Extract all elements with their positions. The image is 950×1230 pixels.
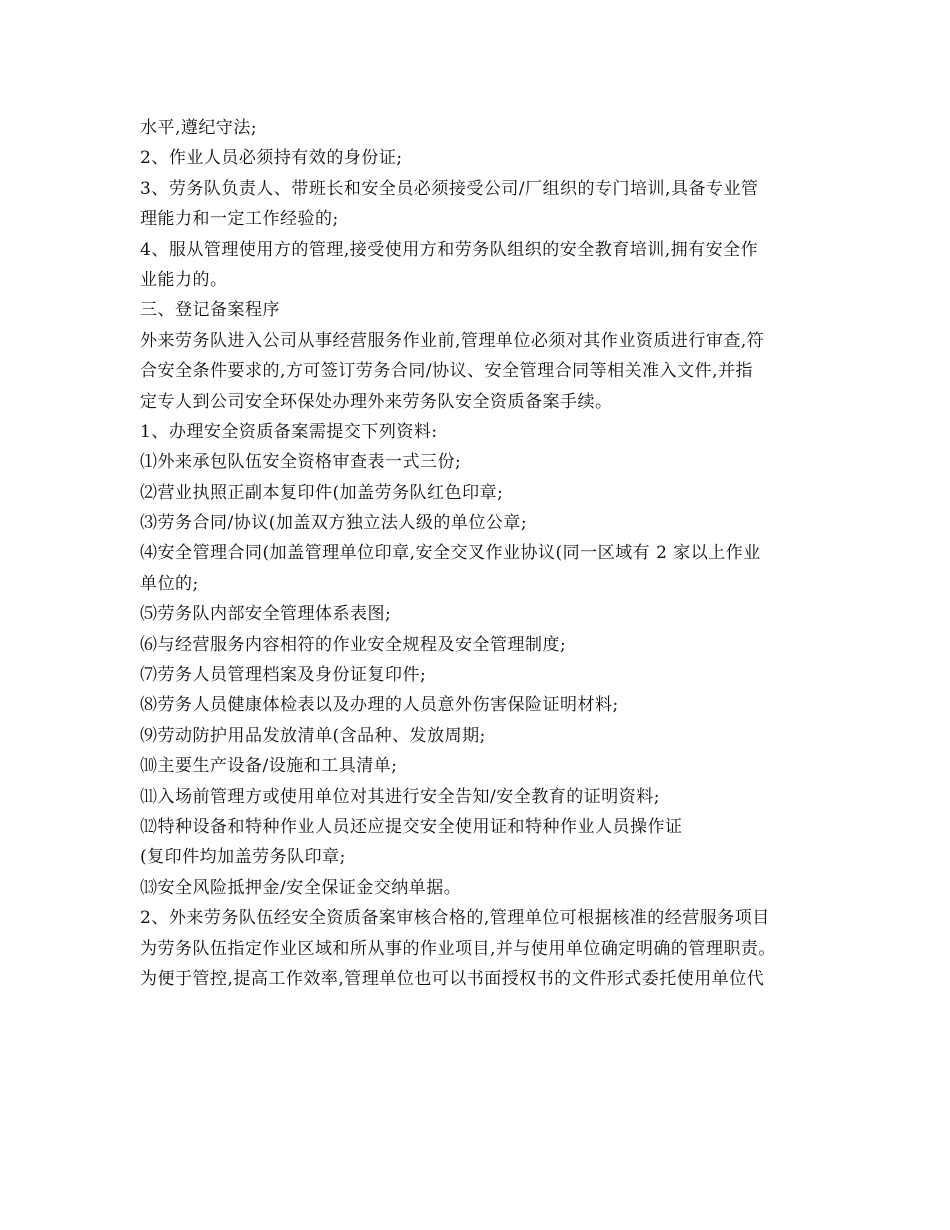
list-item: ⑸劳务队内部安全管理体系表图; xyxy=(140,604,392,625)
list-item: ⑹与经营服务内容相符的作业安全规程及安全管理制度; xyxy=(140,634,567,655)
text-line: 定专人到公司安全环保处办理外来劳务队安全资质备案手续。 xyxy=(140,391,613,412)
text-line: (复印件均加盖劳务队印章; xyxy=(140,847,346,868)
text-line: 2、作业人员必须持有效的身份证; xyxy=(140,148,403,169)
text-line: 理能力和一定工作经验的; xyxy=(140,209,339,230)
text-line: 外来劳务队进入公司从事经营服务作业前,管理单位必须对其作业资质进行审查,符 xyxy=(140,330,765,351)
text-line: 4、服从管理使用方的管理,接受使用方和劳务队组织的安全教育培训,拥有安全作 xyxy=(140,239,759,260)
list-item: ⑼劳动防护用品发放清单(含品种、发放周期; xyxy=(140,725,486,746)
text-line: 合安全条件要求的,方可签订劳务合同/协议、安全管理合同等相关准入文件,并指 xyxy=(140,361,754,382)
list-item: ⑷安全管理合同(加盖管理单位印章,安全交叉作业协议(同一区域有 2 家以上作业 xyxy=(140,543,761,564)
list-item: ⑴外来承包队伍安全资格审查表一式三份; xyxy=(140,452,462,473)
list-item: ⑶劳务合同/协议(加盖双方独立法人级的单位公章; xyxy=(140,513,528,534)
list-item: ⑿特种设备和特种作业人员还应提交安全使用证和特种作业人员操作证 xyxy=(140,816,683,837)
list-item: ⑵营业执照正副本复印件(加盖劳务队红色印章; xyxy=(140,482,504,503)
document-body xyxy=(140,113,840,994)
list-item: ⑺劳务人员管理档案及身份证复印件; xyxy=(140,665,427,686)
section-heading: 三、登记备案程序 xyxy=(140,300,280,321)
list-item: ⒀安全风险抵押金/安全保证金交纳单据。 xyxy=(140,877,462,898)
text-line: 单位的; xyxy=(140,573,199,594)
list-item: ⑾入场前管理方或使用单位对其进行安全告知/安全教育的证明资料; xyxy=(140,786,660,807)
text-line: 水平,遵纪守法; xyxy=(140,118,258,138)
text-line: 业能力的。 xyxy=(140,269,228,290)
text-line: 为便于管控,提高工作效率,管理单位也可以书面授权书的文件形式委托使用单位代 xyxy=(140,968,765,989)
text-line: 2、外来劳务队伍经安全资质备案审核合格的,管理单位可根据核准的经营服务项目 xyxy=(140,908,770,929)
text-line: 为劳务队伍指定作业区域和所从事的作业项目,并与使用单位确定明确的管理职责。 xyxy=(140,938,776,959)
text-line: 3、劳务队负责人、带班长和安全员必须接受公司/厂组织的专门培训,具备专业管 xyxy=(140,178,759,199)
list-item: ⑻劳务人员健康体检表以及办理的人员意外伤害保险证明材料; xyxy=(140,695,619,716)
list-item: ⑽主要生产设备/设施和工具清单; xyxy=(140,756,398,777)
text-line: 1、办理安全资质备案需提交下列资料: xyxy=(140,421,438,442)
